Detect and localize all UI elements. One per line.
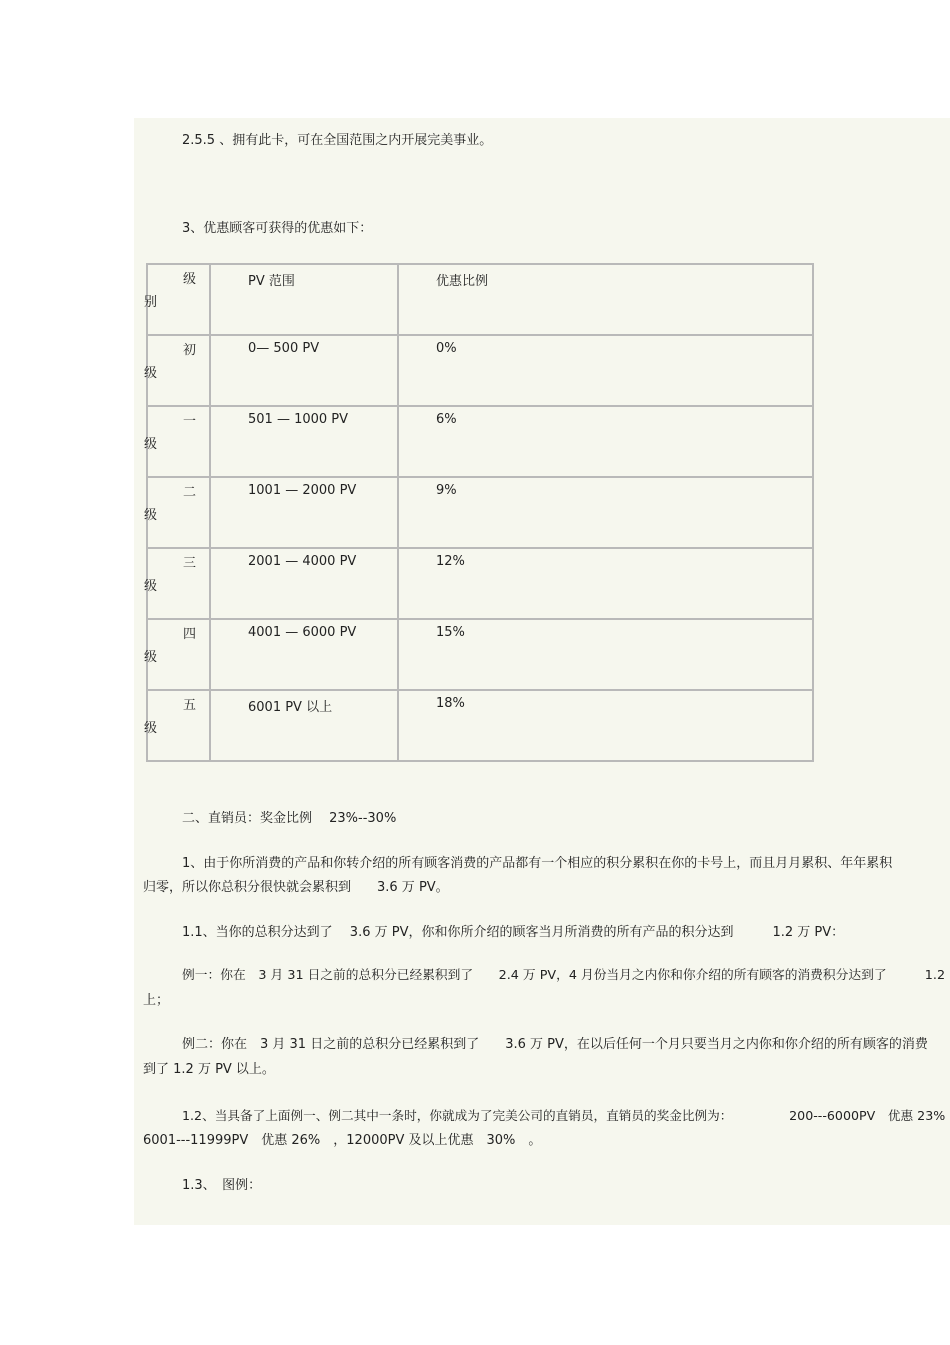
paragraph-bonus-line1: 1.2、当具备了上面例一、例二其中一条时，你就成为了完美公司的直销员，直销员的奖金比例为： 200---6000PV 优惠 23%	[182, 1108, 946, 1123]
row-level-char2: 级	[144, 721, 158, 736]
row-level-char1: 初	[183, 343, 197, 358]
section-heading-distributor: 二、直销员：奖金比例 23%--30%	[182, 811, 397, 826]
row-level-char2: 级	[144, 650, 158, 665]
paragraph-figure-caption: 1.3、 图例：	[182, 1178, 262, 1193]
row-discount-ratio: 9%	[436, 483, 457, 498]
paragraph-example1-line1: 例一：你在 3 月 31 日之前的总积分已经累积到了 2.4 万 PV，4 月份当月之内你和你介绍的所有顾客的消费积分达到了 1.2	[182, 968, 946, 983]
row-level-char1: 三	[183, 556, 197, 571]
table-row	[147, 335, 813, 406]
paragraph-example2-line2: 到了 1.2 万 PV 以上。	[143, 1062, 275, 1077]
row-level-char2: 级	[144, 437, 158, 452]
header-discount-ratio: 优惠比例	[436, 274, 489, 289]
row-discount-ratio: 15%	[436, 625, 465, 640]
header-level-char2: 别	[144, 295, 158, 310]
paragraph-points-line1: 1、由于你所消费的产品和你转介绍的所有顾客消费的产品都有一个相应的积分累积在你的卡号上，而且月月累积、年年累积	[182, 856, 893, 871]
header-pv-range: PV 范围	[248, 274, 295, 289]
row-pv-range: 6001 PV 以上	[248, 700, 333, 715]
table-row	[147, 477, 813, 548]
table-row	[147, 619, 813, 690]
paragraph-points-line2: 归零，所以你总积分很快就会累积到 3.6 万 PV。	[143, 880, 449, 895]
row-pv-range: 0— 500 PV	[248, 341, 320, 356]
row-level-char1: 四	[183, 627, 197, 642]
row-level-char2: 级	[144, 579, 158, 594]
discount-table	[146, 263, 814, 762]
paragraph-example1-line2: 上；	[143, 993, 170, 1008]
table-row	[147, 690, 813, 761]
paragraph-discount-intro: 3、优惠顾客可获得的优惠如下：	[182, 221, 373, 236]
row-discount-ratio: 6%	[436, 412, 457, 427]
paragraph-card-benefit: 2.5.5 、拥有此卡，可在全国范围之内开展完美事业。	[182, 133, 493, 148]
paragraph-condition: 1.1、当你的总积分达到了 3.6 万 PV，你和你所介绍的顾客当月所消费的所有产品的积分达到 1.2 万 PV：	[182, 925, 845, 940]
row-level-char1: 一	[183, 414, 197, 429]
row-discount-ratio: 12%	[436, 554, 465, 569]
table-row	[147, 406, 813, 477]
row-pv-range: 501 — 1000 PV	[248, 412, 349, 427]
row-discount-ratio: 18%	[436, 696, 465, 711]
paragraph-example2-line1: 例二：你在 3 月 31 日之前的总积分已经累积到了 3.6 万 PV，在以后任何一个月只要当月之内你和你介绍的所有顾客的消费	[182, 1037, 928, 1052]
row-pv-range: 2001 — 4000 PV	[248, 554, 357, 569]
paragraph-bonus-line2: 6001---11999PV 优惠 26% ，12000PV 及以上优惠 30% 。	[143, 1133, 542, 1148]
table-header-row	[147, 264, 813, 335]
row-level-char2: 级	[144, 508, 158, 523]
row-level-char1: 五	[183, 698, 197, 713]
row-pv-range: 4001 — 6000 PV	[248, 625, 357, 640]
row-level-char1: 二	[183, 485, 197, 500]
row-pv-range: 1001 — 2000 PV	[248, 483, 357, 498]
header-level-char1: 级	[183, 272, 197, 287]
row-discount-ratio: 0%	[436, 341, 457, 356]
table-row	[147, 548, 813, 619]
row-level-char2: 级	[144, 366, 158, 381]
